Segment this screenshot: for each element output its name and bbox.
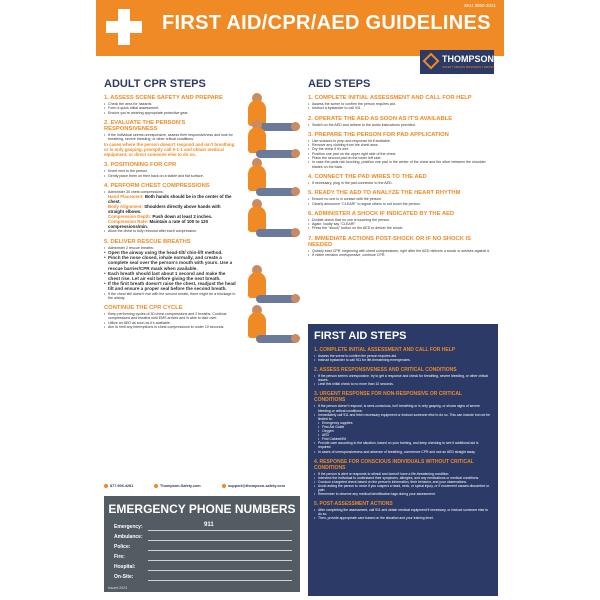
step-bullet: • Place the second pad on the lower left side.: [308, 156, 496, 160]
step-bullet: • Then, provide appropriate care based on the situation and your training level.: [314, 516, 492, 520]
globe-icon: [154, 484, 158, 488]
step-heading: 7. IMMEDIATE ACTIONS POST-SHOCK OR IF NO SHOCK IS NEEDED: [308, 235, 471, 248]
phone-icon: [104, 484, 108, 488]
step-bullet: • Open the airway using the head-tilt/ chin-lift method.: [104, 250, 236, 255]
checking-response-icon: [242, 124, 300, 162]
emergency-row: Hospital:: [114, 564, 292, 572]
step-bullet: • Conduct a targeted check based on the person's information, their behavior, and your observations.: [314, 480, 492, 484]
equipment-item: • AED: [314, 433, 492, 437]
step-bullet: • Pinch the nose closed, inhale normally, and create a complete seal over the person's mouth with yours. Use a rescue barrier/CPR mask when available.: [104, 255, 236, 271]
brand-name: THOMPSON: [442, 54, 495, 64]
step-bullet: • Position one pad on the upper right side of the chest.: [308, 152, 496, 156]
emergency-row: On-Site:: [114, 574, 292, 582]
step-bullet: • If necessary, plug in the pad connector to the AED.: [308, 181, 496, 185]
step-heading: 1. ASSESS SCENE SAFETY AND PREPARE: [104, 95, 223, 101]
step-heading: 4. PERFORM CHEST COMPRESSIONS: [104, 183, 210, 190]
step-bullet: • Administer 30 chest compressions:: [104, 190, 236, 194]
step-bullet: • Instruct a bystander to call 911.: [308, 106, 496, 110]
compression-detail: Compression Rate: Maintain a rate of 100 to 120 compressions/min.: [108, 219, 209, 230]
step-bullet: • Assess the scene to confirm the person requires aid.: [314, 354, 492, 358]
step-heading: 2. OPERATE THE AED AS SOON AS IT'S AVAILABLE: [308, 115, 453, 122]
step-bullet: • Gently place them on their back on a stable and flat surface.: [104, 174, 236, 178]
first-aid-title: FIRST AID STEPS: [314, 330, 407, 342]
step-bullet: • Ensure you're wearing appropriate protective gear.: [104, 111, 236, 115]
step-heading: 3. POSITIONING FOR CPR: [104, 162, 177, 169]
header-banner: [96, 0, 504, 56]
brand-diamond-icon: [423, 53, 440, 70]
step-bullet: • Ensure no one is in contact with the person.: [308, 197, 496, 201]
step-bullet: • If the person doesn't respond, is semi-conscious, isn't breathing or is only gasping, or shows signs of severe bleeding or critical conditions:: [314, 404, 492, 412]
contact-row: [104, 484, 300, 492]
cpr-step-continue: [104, 305, 300, 329]
step-heading: 5. READY THE AED TO ANALYZE THE HEART RHYTHM: [308, 190, 461, 197]
emergency-title: EMERGENCY PHONE NUMBERS: [108, 502, 296, 516]
step-bullet: • Interview the individual to understand their symptoms, allergies, and any medications or medical conditions.: [314, 476, 492, 480]
step-bullet: • Use scissors in prep and response kit if available.: [308, 139, 496, 143]
emergency-phone-box: [104, 496, 300, 592]
step-bullet: • If the individual seems unresponsive, assess their responsiveness and look for breathing, severe bleeding, or other critical conditions.: [104, 133, 236, 142]
equipment-item: • Emergency supplies: [314, 421, 492, 425]
compressions-icon: [242, 203, 300, 241]
step-bullet: • Utilize an AED as soon as it's available.: [104, 321, 236, 325]
step-bullet: • After completing the assessment, call 911 and obtain medical equipment if necessary, or instruct someone else to do so.: [314, 508, 492, 516]
step-heading: 4. RESPONSE FOR CONSCIOUS INDIVIDUALS WITHOUT CRITICAL CONDITIONS: [314, 458, 474, 471]
compression-detail: Compression Depth: Push down at least 2 inches.: [108, 214, 213, 220]
equipment-item: • First Aid Guide: [314, 425, 492, 429]
step-bullet: • In cases of unresponsiveness and absence of breathing, commence CPR and use an AED straight away.: [314, 450, 492, 454]
brand-tagline: SAFETY MEANS BUSINESS THRIVES: [442, 65, 495, 69]
step-bullet: • If the chest still doesn't rise with the second breath, there might be a blockage in the airway.: [104, 292, 236, 301]
step-bullet: • Remember to observe any medical identification tags during your assessment.: [314, 492, 492, 496]
step-bullet: • Limit this initial check to no more than 10 seconds.: [314, 382, 492, 386]
emergency-row: Ambulance:: [114, 534, 292, 542]
step-bullet: • If the person seems unresponsive, try to get a response and check for breathing, severe bleeding, or other critical issues.: [314, 374, 492, 382]
page-title: FIRST AID/CPR/AED GUIDELINES: [162, 12, 491, 34]
step-heading: 5. DELIVER RESCUE BREATHS: [104, 238, 191, 245]
step-bullet: • Press the "shock" button on the AED to deliver the shock.: [308, 226, 496, 230]
step-bullet: • If the person is alert or responds to stimuli and doesn't have a life-threatening condition:: [314, 472, 492, 476]
step-heading: 3. URGENT RESPONSE FOR NON-RESPONSIVE OR CRITICAL CONDITIONS: [314, 391, 462, 404]
step-bullet: • Quickly start CPR, beginning with chest compressions, right after the AED delivers a shock or advises against it.: [308, 249, 496, 253]
contact-email[interactable]: support@thompson-safety.com: [222, 484, 285, 488]
step-bullet: • If victim remains unresponsive, continue CPR.: [308, 253, 496, 257]
contact-phone[interactable]: 877.906.4281: [104, 484, 133, 488]
step-bullet: • Remove any clothing from the chest area.: [308, 143, 496, 147]
cpr-step-2: [104, 120, 300, 158]
step-bullet: • Check the area for hazards.: [104, 102, 236, 106]
step-bullet: • Assess the scene to confirm the person requires aid.: [308, 102, 496, 106]
step-bullet: • Aim to limit any interruptions in chest compressions to under 10 seconds.: [104, 325, 236, 329]
step-heading: 3. PREPARE THE PERSON FOR PAD APPLICATION: [308, 131, 449, 138]
issue-date: Issued 2024: [108, 586, 128, 590]
step-bullet: • Clearly announce "CLEAR!" to signal others to not touch the person.: [308, 202, 496, 206]
step-bullet: • Administer 2 rescue breaths:: [104, 246, 236, 250]
cpr-step-4: [104, 183, 300, 234]
step-bullet: • Allow the chest to fully rebound after each compression.: [104, 229, 236, 233]
cpr-title: ADULT CPR STEPS: [104, 78, 206, 90]
step-bullet: • Double-check that no one is touching the person.: [308, 218, 496, 222]
emergency-row: Fire:: [114, 554, 292, 562]
cpr-step-1: [104, 95, 300, 115]
product-code: SKU 3060-2021: [463, 3, 496, 8]
step-bullet: • Form a quick initial assessment.: [104, 106, 236, 110]
step-bullet: • Provide care according to the situation, based on your training, and keep checking to see if additional aid is required.: [314, 441, 492, 449]
step-heading: 1. COMPLETE INITIAL ASSESSMENT AND CALL FOR HELP: [308, 95, 472, 101]
contact-web[interactable]: Thompson-Safety.com: [154, 484, 201, 488]
rescue-breath-icon: [242, 269, 300, 307]
compression-detail: Hand Placement: Both hands should be in the center of the chest.: [108, 194, 232, 205]
step-bullet: • Avoid asking the person to move if you suspect a head, neck, or spinal injury, or if movement causes discomfort or pain.: [314, 484, 492, 492]
cpr-cycle-icon: [242, 309, 300, 347]
step-bullet: • In case the pads risk touching, position one pad in the center of the chest and the other between the shoulder blades on the back.: [308, 160, 496, 169]
equipment-item: • Oxygen: [314, 429, 492, 433]
brand-logo: [420, 50, 494, 74]
step-heading: 4. CONNECT THE PAD WIRES TO THE AED: [308, 173, 427, 180]
first-aid-box: [308, 324, 498, 596]
step-bullet: • Kneel next to the person.: [104, 169, 236, 173]
cpr-step-5: [104, 239, 300, 301]
first-aid-cross-icon: [106, 9, 142, 45]
emergency-row: Police:: [114, 544, 292, 552]
step-bullet: • Immediately call 911 and fetch necessary equipment or instruct someone else to do so. This can include but not be limited to:: [314, 413, 492, 421]
cpr-column: [104, 78, 300, 329]
step-bullet: • If the first breath doesn't raise the chest, readjust the head tilt and ensure a proper seal before the second breath.: [104, 281, 236, 291]
equipment-item: • First Cabinet/Kit: [314, 437, 492, 441]
step-bullet: • Instruct bystander to call 911 for life-threatening emergencies.: [314, 358, 492, 362]
step-bullet: • Keep performing cycles of 30 chest compressions and 2 breaths. Continue compressions and breaths until EMS arrives and is able to take over.: [104, 312, 236, 321]
step-bullet: • Switch on the AED and adhere to the audio instructions provided.: [308, 123, 496, 127]
aed-title: AED STEPS: [308, 78, 371, 90]
poster: [96, 0, 504, 600]
cpr-step-3: [104, 162, 300, 178]
emergency-row: Emergency: 911: [114, 524, 292, 532]
aed-column: [308, 78, 496, 257]
step-heading: 5. POST-ASSESSMENT ACTIONS: [314, 501, 393, 508]
step-bullet: • Dry the chest if it's wet.: [308, 147, 496, 151]
step-heading: CONTINUE THE CPR CYCLE: [104, 305, 183, 312]
step-bullet: • Again, loudly say "CLEAR!": [308, 222, 496, 226]
step-heading: 1. COMPLETE INITIAL ASSESSMENT AND CALL FOR HELP: [314, 347, 456, 353]
step-bullet: • Each breath should last about 1 second and make the chest rise. Let air exit before giving the next breath.: [104, 271, 236, 281]
step-heading: 2. ASSESS RESPONSIVENESS AND CRITICAL CONDITIONS: [314, 367, 457, 374]
mail-icon: [222, 484, 226, 488]
step-warning: In cases where the person doesn't respond and isn't breathing or is only gasping, promptly call 9-1-1 and obtain medical equipment, or direct someone else to do so.: [104, 142, 235, 158]
step-heading: 6. ADMINISTER A SHOCK IF INDICATED BY THE AED: [308, 210, 455, 217]
compression-detail: Body Alignment: Shoulders directly above hands with straight elbows.: [108, 204, 221, 215]
step-heading: 2. EVALUATE THE PERSON'S RESPONSIVENESS: [104, 119, 186, 132]
